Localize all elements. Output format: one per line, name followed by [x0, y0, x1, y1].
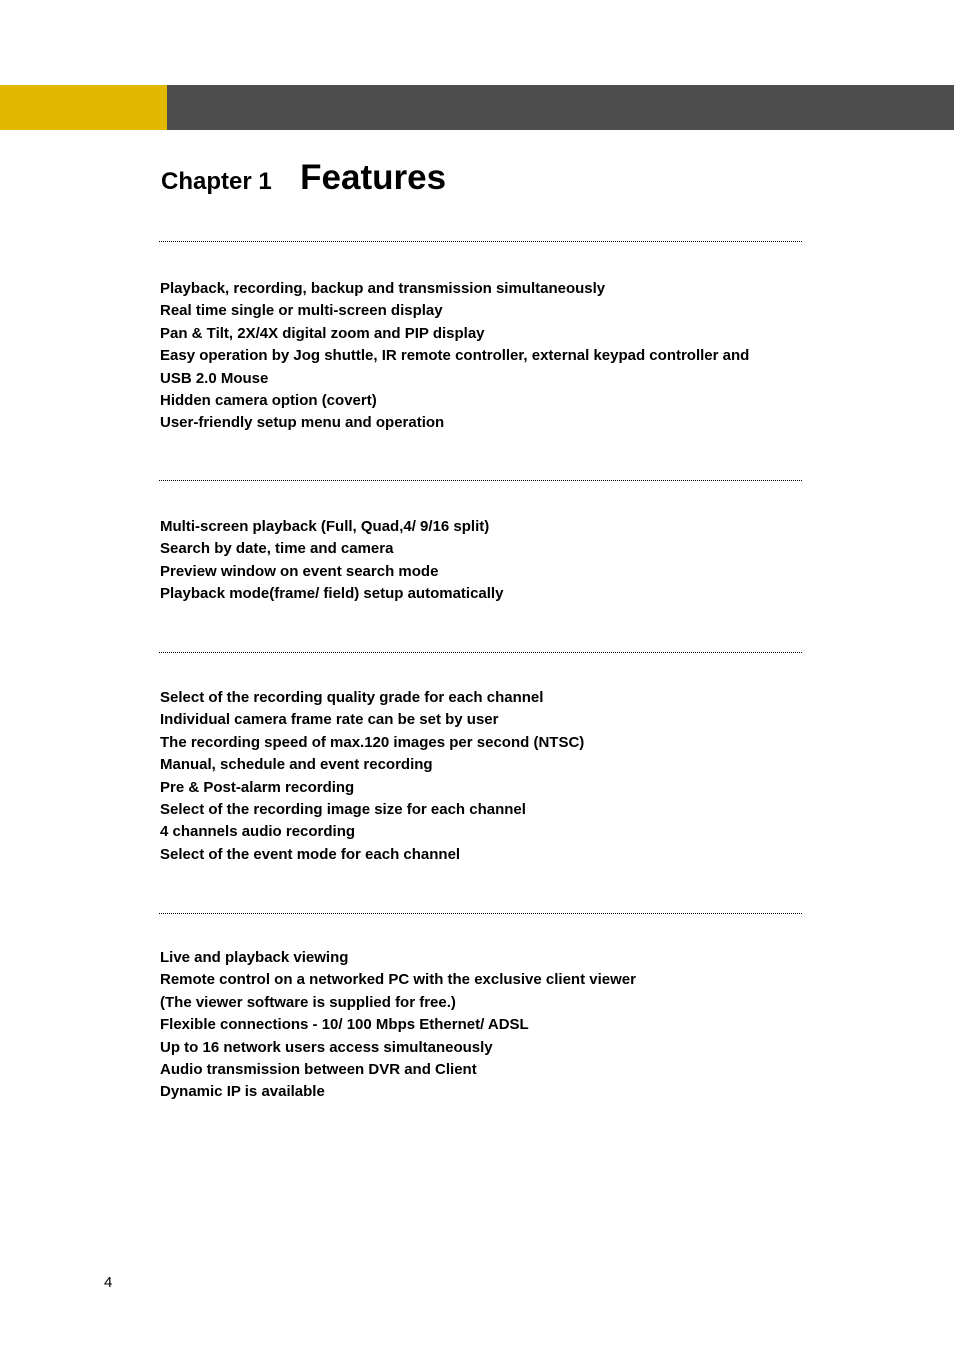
section-divider — [159, 241, 802, 242]
feature-item: Multi-screen playback (Full, Quad,4/ 9/16 split) — [160, 518, 490, 535]
feature-item: The recording speed of max.120 images per second (NTSC) — [160, 733, 585, 751]
feature-item: Flexible connections - 10/ 100 Mbps Ethernet/ ADSL — [160, 1016, 529, 1034]
feature-item: Pan & Tilt, 2X/4X digital zoom and PIP display — [160, 324, 485, 342]
feature-item: User-friendly setup menu and operation — [160, 414, 445, 432]
feature-item: Individual camera frame rate can be set by user — [160, 711, 499, 729]
feature-item: Manual, schedule and event recording — [160, 756, 433, 774]
section-divider — [159, 480, 802, 481]
feature-item: Playback mode(frame/ field) setup automatically — [160, 585, 504, 603]
feature-item: Hidden camera option (covert) — [160, 392, 377, 410]
feature-item: (The viewer software is supplied for free.) — [160, 993, 456, 1011]
section-divider — [159, 652, 802, 653]
chapter-label: Chapter 1 — [161, 168, 272, 195]
feature-item: Audio transmission between DVR and Client — [160, 1061, 477, 1079]
feature-item: 4 channels audio recording — [160, 823, 356, 841]
header-accent-bar — [0, 85, 167, 130]
feature-item: Pre & Post-alarm recording — [160, 778, 355, 796]
feature-item: USB 2.0 Mouse — [160, 369, 269, 387]
feature-section-playback — [160, 516, 820, 606]
feature-item: Select of the event mode for each channel — [160, 845, 461, 863]
section-divider — [159, 913, 802, 914]
feature-item: Select of the recording image size for each channel — [160, 801, 526, 819]
feature-item: Playback, recording, backup and transmission simultaneously — [160, 280, 606, 297]
feature-item: Select of the recording quality grade for each channel — [160, 689, 544, 706]
page-number: 4 — [104, 1274, 113, 1291]
feature-item: Search by date, time and camera — [160, 540, 394, 558]
feature-item: Easy operation by Jog shuttle, IR remote controller, external keypad controller and — [160, 347, 750, 365]
header-bar — [167, 85, 954, 130]
chapter-heading — [161, 158, 446, 198]
feature-item: Remote control on a networked PC with the exclusive client viewer — [160, 971, 636, 989]
feature-item: Live and playback viewing — [160, 949, 349, 966]
feature-section-recording — [160, 687, 820, 866]
feature-section-general — [160, 278, 820, 435]
chapter-title: Features — [300, 158, 447, 197]
feature-section-network — [160, 947, 820, 1104]
feature-item: Dynamic IP is available — [160, 1083, 325, 1101]
feature-item: Up to 16 network users access simultaneously — [160, 1038, 493, 1056]
feature-item: Preview window on event search mode — [160, 562, 439, 580]
feature-item: Real time single or multi-screen display — [160, 302, 443, 320]
